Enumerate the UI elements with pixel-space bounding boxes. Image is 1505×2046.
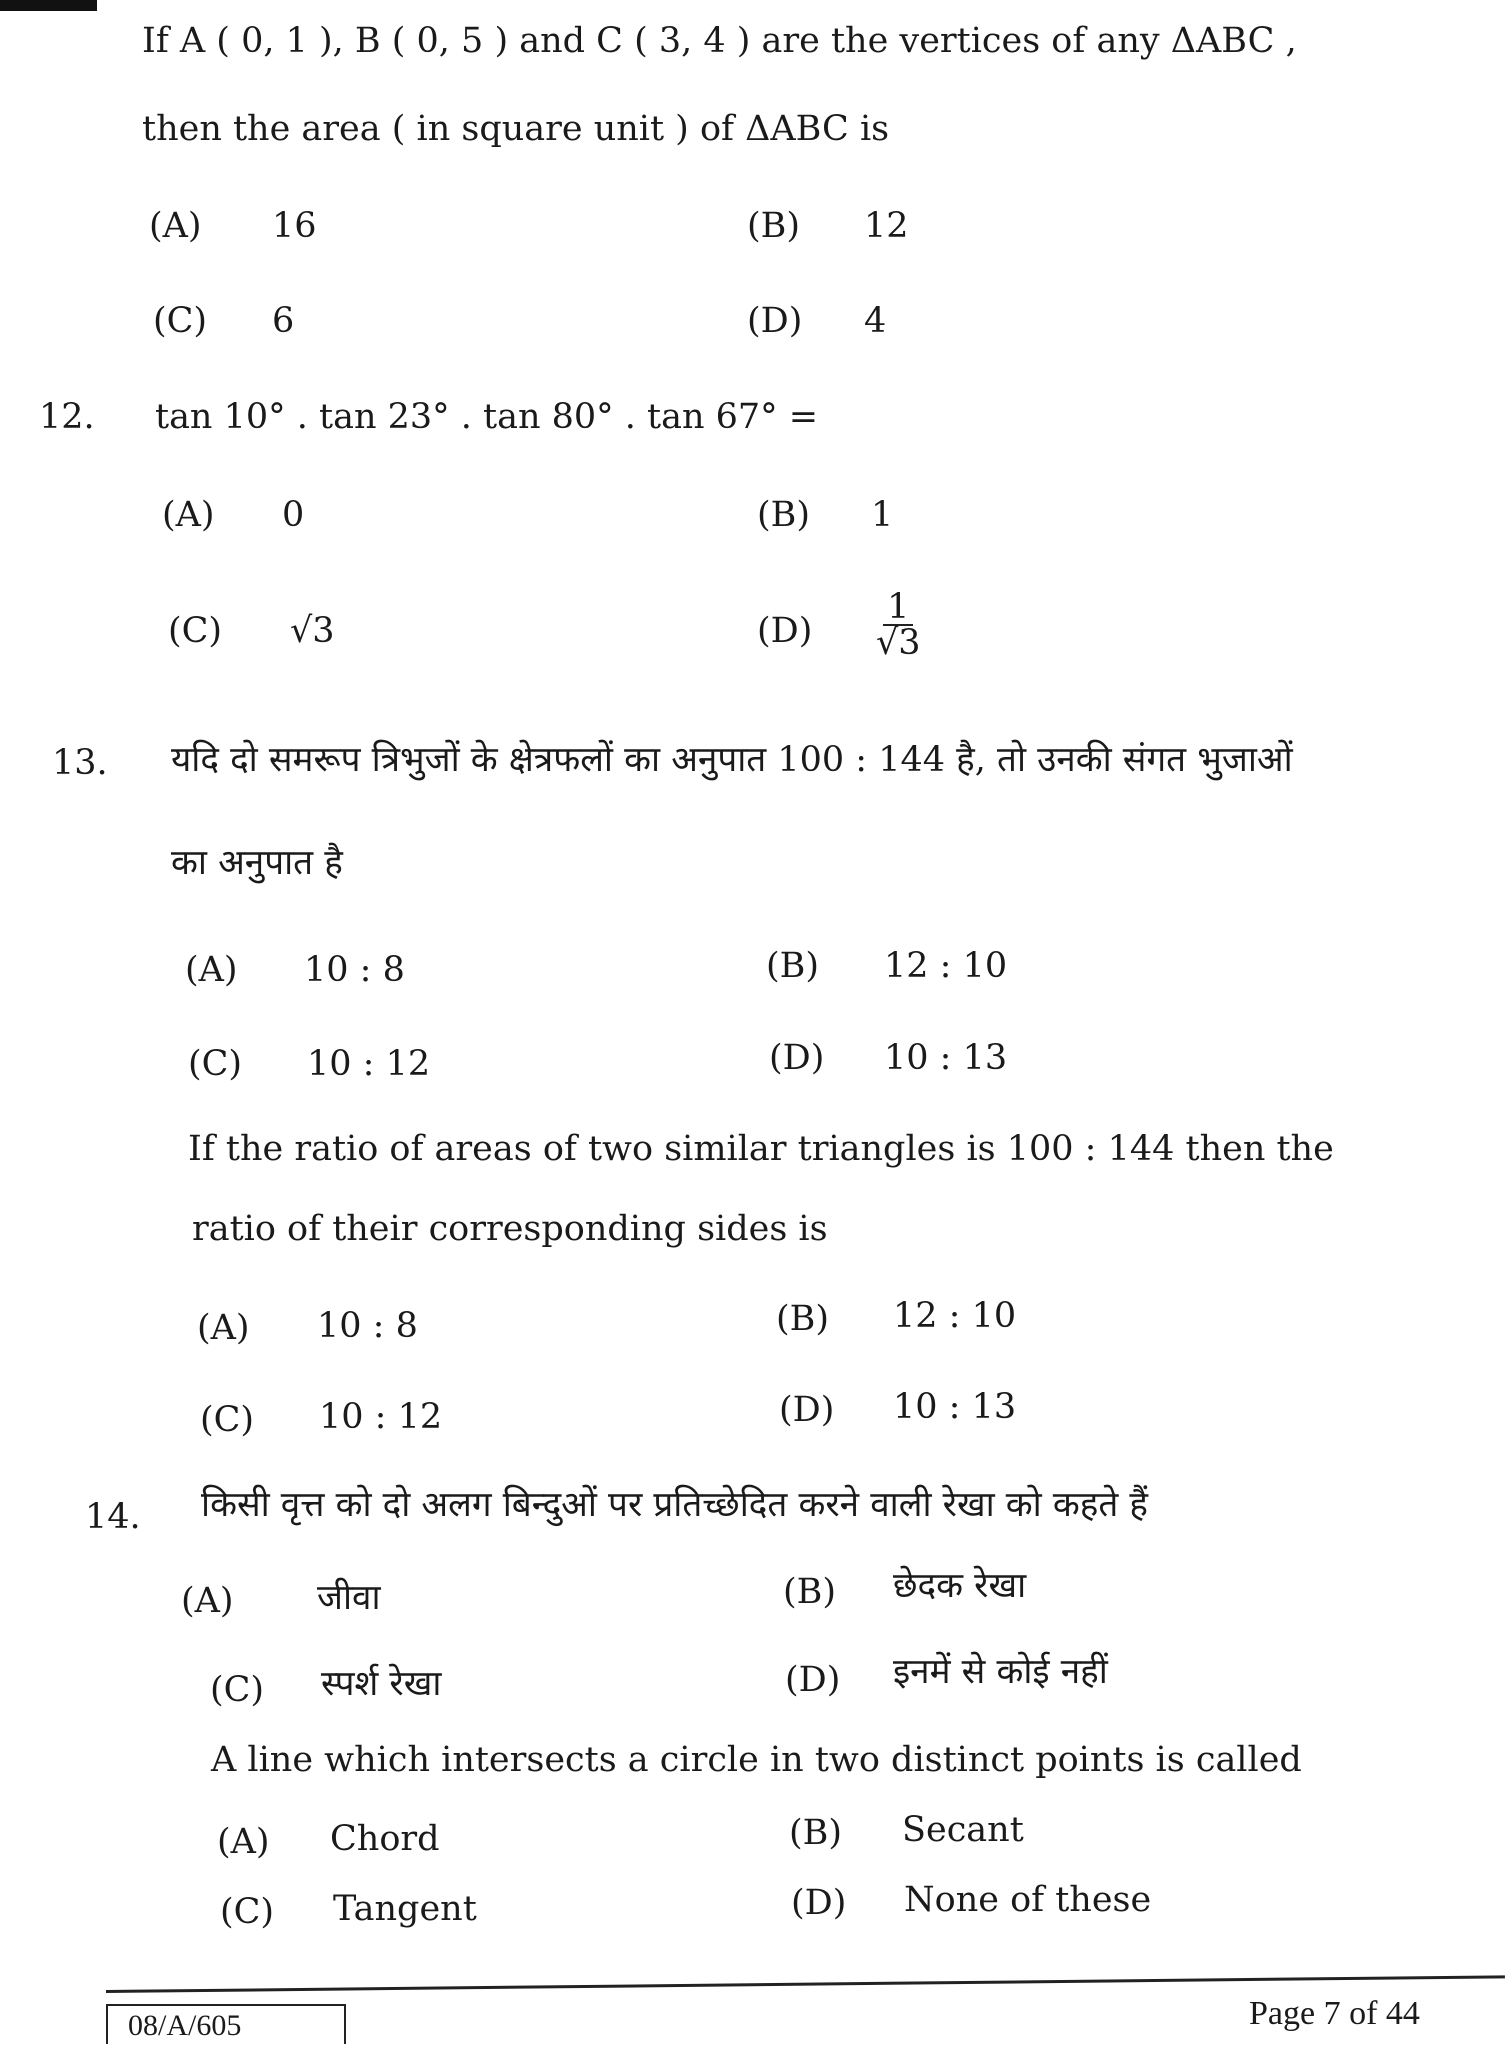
q13-english-option-c-label: (C) [200,1400,255,1440]
q14-english-option-d-value: None of these [904,1880,1152,1920]
q11-option-b-value: 12 [864,206,909,246]
q14-hindi-option-d-label: (D) [785,1660,841,1700]
q13-hindi-option-b-value: 12 : 10 [884,946,1008,986]
q14-english-option-a-value: Chord [330,1819,440,1859]
q13-english-option-a-value: 10 : 8 [317,1306,418,1346]
paper-code: 08/A/605 [128,2009,242,2042]
q11-option-a-value: 16 [272,206,317,246]
q13-hindi-option-a-label: (A) [185,950,238,990]
q13-english-option-d-value: 10 : 13 [893,1387,1017,1427]
q14-hindi-option-b-label: (B) [783,1572,837,1612]
q13-number: 13. [52,743,108,783]
q12-option-c-value: √3 [290,611,335,651]
q14-english-option-b-value: Secant [902,1810,1024,1850]
q11-option-d-value: 4 [864,301,887,341]
q13-hindi-option-b-label: (B) [766,946,820,986]
q12-number: 12. [39,397,95,437]
q13-english-option-c-value: 10 : 12 [319,1397,443,1437]
q14-hindi-option-a-label: (A) [181,1581,234,1621]
q11-text-line1: If A ( 0, 1 ), B ( 0, 5 ) and C ( 3, 4 ) are the vertices of any ΔABC , [142,21,1297,61]
q12-option-a-value: 0 [282,495,305,535]
q12-option-a-label: (A) [162,495,215,535]
page-number: Page 7 of 44 [1249,1995,1420,2032]
q12-option-b-label: (B) [757,495,811,535]
q12-option-d-label: (D) [757,611,813,651]
q11-option-b-label: (B) [747,206,801,246]
q13-hindi-option-c-value: 10 : 12 [307,1044,431,1084]
page-edge-mark [0,0,97,11]
q13-hindi-option-d-value: 10 : 13 [884,1038,1008,1078]
q14-hindi-option-d-value: इनमें से कोई नहीं [893,1652,1108,1692]
q12-option-b-value: 1 [871,495,894,535]
fraction-denominator: √3 [876,623,921,663]
q14-hindi-text: किसी वृत्त को दो अलग बिन्दुओं पर प्रतिच्छेदित करने वाली रेखा को कहते हैं [201,1485,1148,1525]
q13-english-line1: If the ratio of areas of two similar triangles is 100 : 144 then the [188,1129,1334,1169]
q14-english-text: A line which intersects a circle in two distinct points is called [211,1740,1302,1780]
q14-hindi-option-b-value: छेदक रेखा [893,1566,1027,1606]
q13-english-option-d-label: (D) [779,1390,835,1430]
q14-hindi-option-c-label: (C) [210,1670,265,1710]
q13-english-line2: ratio of their corresponding sides is [192,1209,828,1249]
q14-english-option-d-label: (D) [791,1883,847,1923]
q13-hindi-line2: का अनुपात है [171,843,343,883]
q14-hindi-option-c-value: स्पर्श रेखा [321,1664,442,1704]
q12-option-d-fraction [876,587,921,663]
q14-english-option-c-value: Tangent [333,1889,477,1929]
q14-number: 14. [85,1497,141,1537]
q11-option-c-value: 6 [272,301,295,341]
q14-hindi-option-a-value: जीवा [317,1578,381,1618]
q14-english-option-b-label: (B) [789,1813,843,1853]
q11-option-d-label: (D) [747,301,803,341]
q11-option-a-label: (A) [149,206,202,246]
q13-english-option-b-value: 12 : 10 [893,1296,1017,1336]
paper-code-box [106,2004,346,2044]
q13-hindi-option-d-label: (D) [769,1038,825,1078]
footer-rule [106,1975,1505,1993]
q11-text-line2: then the area ( in square unit ) of ΔABC is [142,109,890,149]
q13-english-option-b-label: (B) [776,1299,830,1339]
q14-english-option-a-label: (A) [217,1822,270,1862]
q13-hindi-option-c-label: (C) [188,1044,243,1084]
q12-text: tan 10° . tan 23° . tan 80° . tan 67° = [155,397,819,437]
q14-english-option-c-label: (C) [220,1892,275,1932]
q13-english-option-a-label: (A) [197,1308,250,1348]
fraction-numerator: 1 [883,590,913,626]
q13-hindi-line1: यदि दो समरूप त्रिभुजों के क्षेत्रफलों का अनुपात 100 : 144 है, तो उनकी संगत भुजाओं [171,740,1293,780]
q12-option-c-label: (C) [168,611,223,651]
q11-option-c-label: (C) [153,301,208,341]
q13-hindi-option-a-value: 10 : 8 [304,950,405,990]
